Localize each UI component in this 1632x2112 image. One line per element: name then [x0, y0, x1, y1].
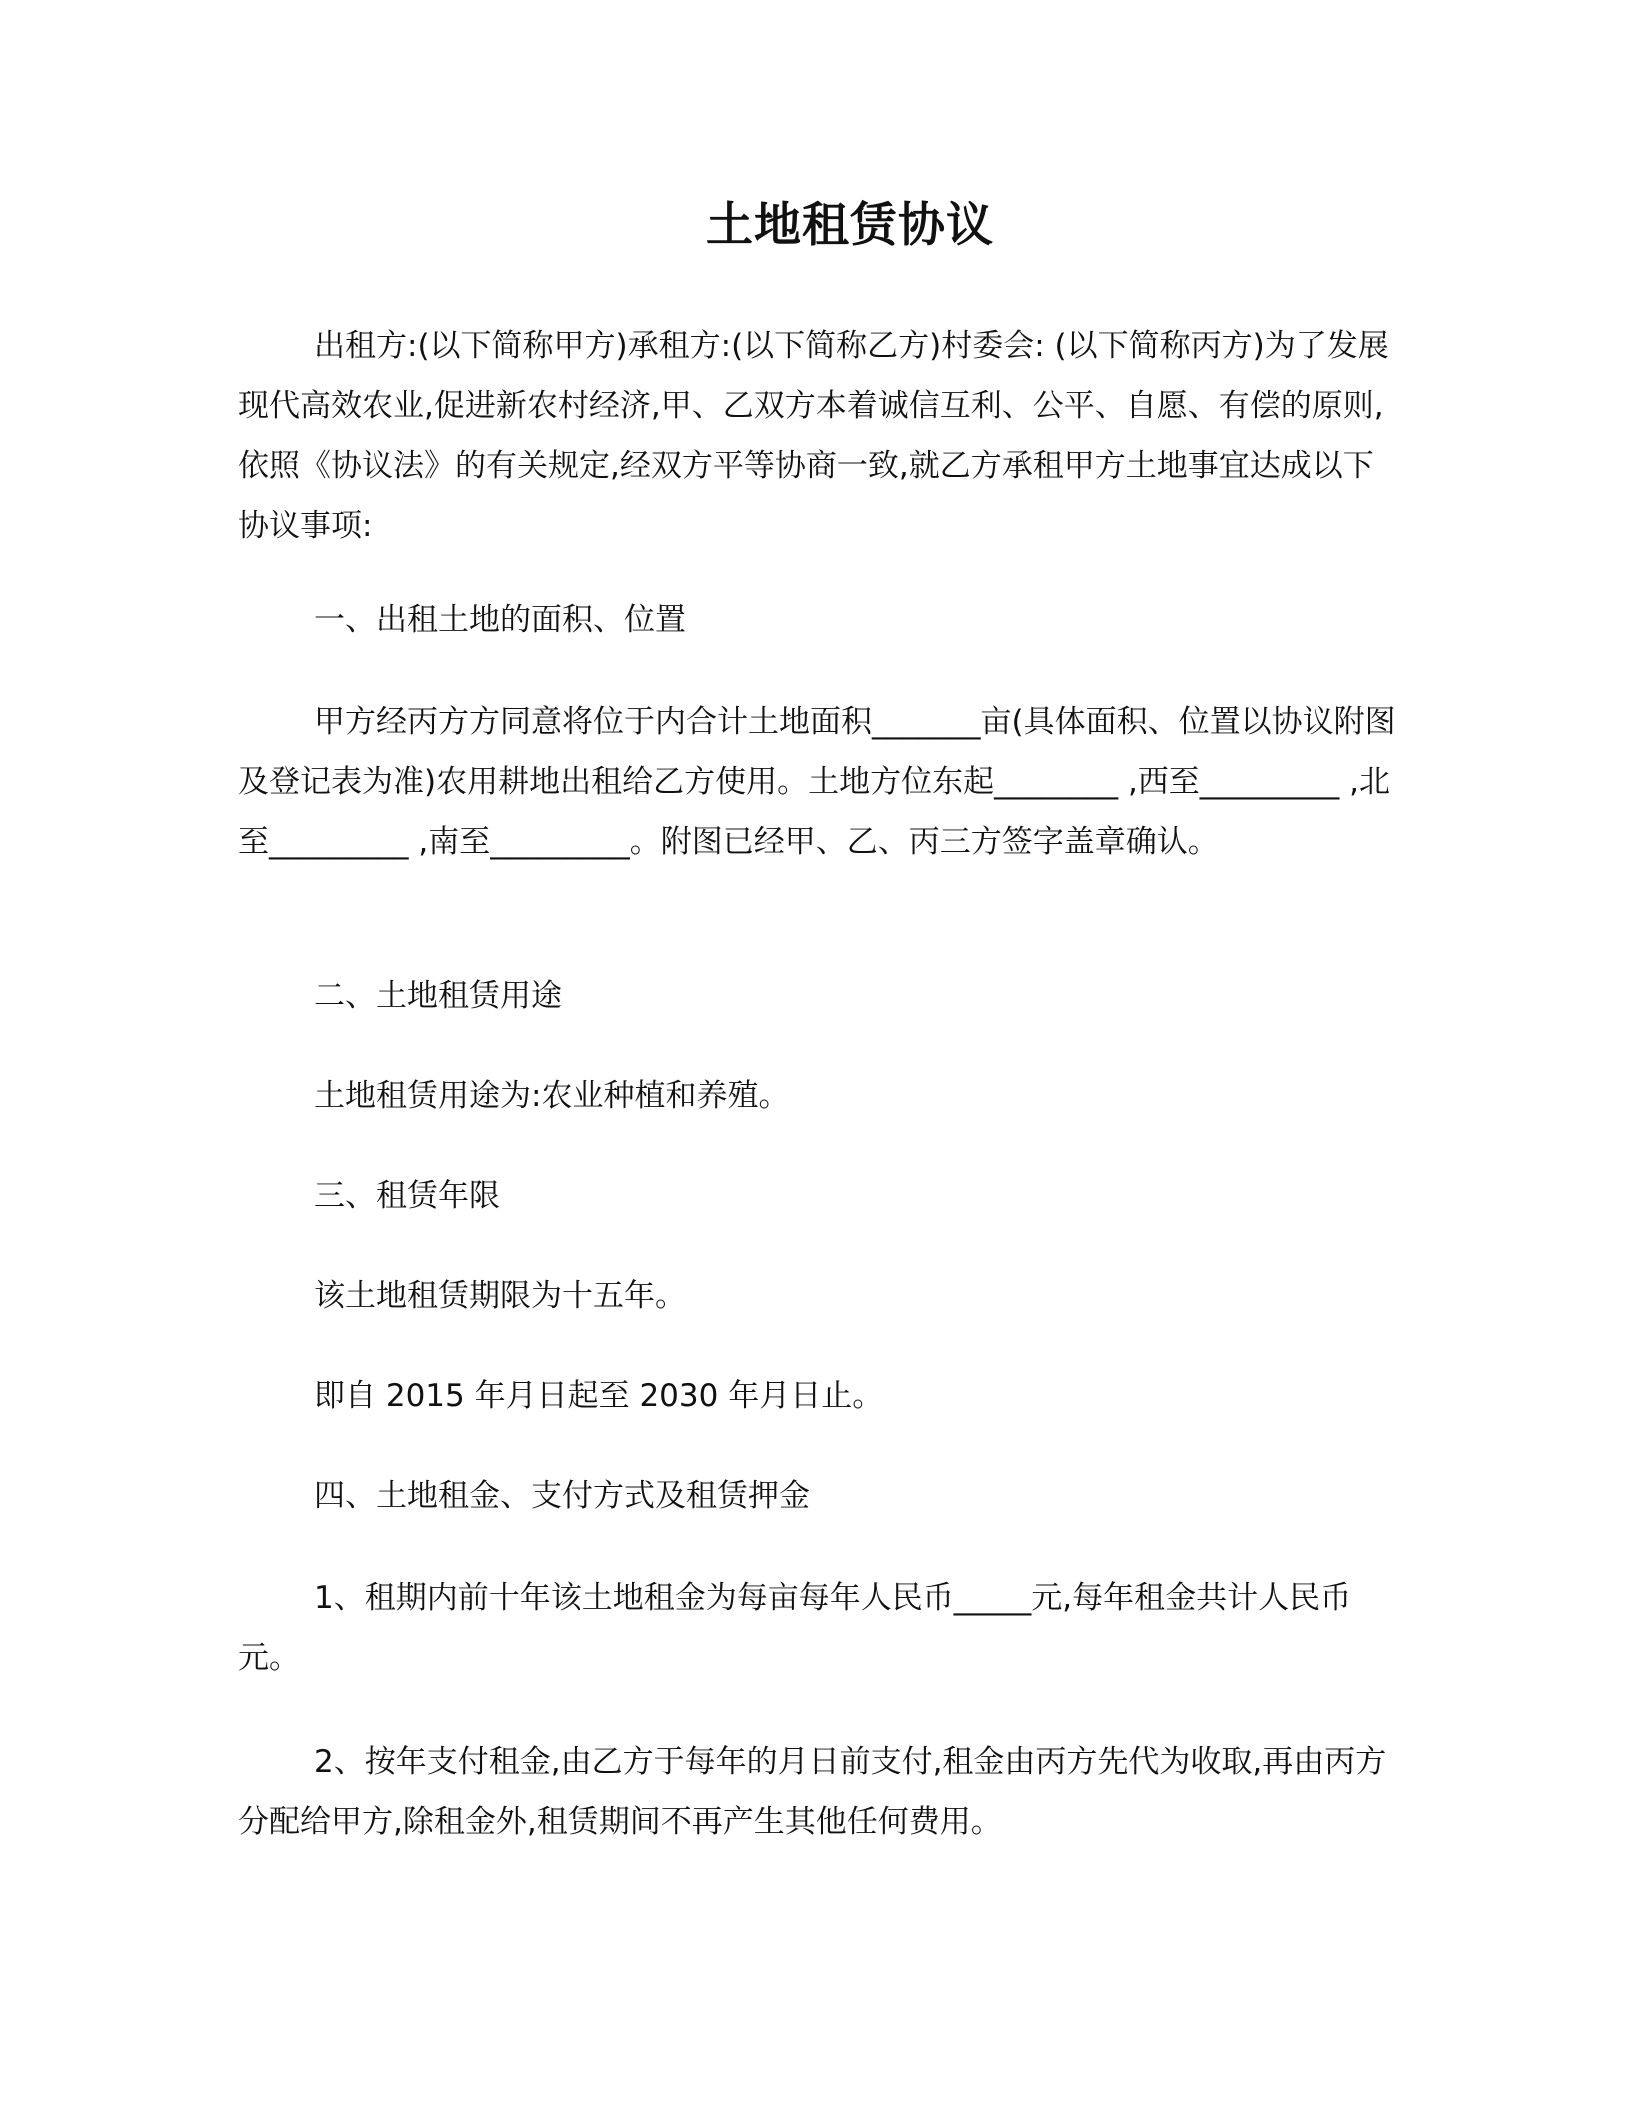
document-title: 土地租赁协议 — [706, 198, 994, 253]
paragraph-rent-amount: 1、租期内前十年该土地租金为每亩每年人民币_____元,每年租金共计人民币元。 — [238, 1580, 1352, 1676]
paragraph-land-area: 甲方经丙方方同意将位于内合计土地面积_______亩(具体面积、位置以协议附图及登记表为准)农用耕地出租给乙方使用。土地方位东起________ ,西至_________ ,北至_________ ,南至_________。附图已经甲、乙、丙三方签字盖章确认。 — [238, 704, 1396, 860]
section-heading-3: 三、租赁年限 — [314, 1178, 500, 1214]
section-heading-1: 一、出租土地的面积、位置 — [314, 602, 686, 638]
section-heading-4: 四、土地租金、支付方式及租赁押金 — [314, 1478, 810, 1514]
section-heading-2: 二、土地租赁用途 — [314, 978, 562, 1014]
paragraph-term-dates: 即自 2015 年月日起至 2030 年月日止。 — [314, 1378, 884, 1414]
paragraph-intro: 出租方:(以下简称甲方)承租方:(以下简称乙方)村委会: (以下简称丙方)为了发展现代高效农业,促进新农村经济,甲、乙双方本着诚信互利、公平、自愿、有偿的原则,依照《协议法》的有关规定,经双方平等协商一致,就乙方承租甲方土地事宜达成以下协议事项: — [238, 328, 1389, 544]
paragraph-payment-method: 2、按年支付租金,由乙方于每年的月日前支付,租金由丙方先代为收取,再由丙方分配给甲方,除租金外,租赁期间不再产生其他任何费用。 — [238, 1744, 1387, 1840]
paragraph-term: 该土地租赁期限为十五年。 — [314, 1278, 686, 1314]
paragraph-usage: 土地租赁用途为:农业种植和养殖。 — [314, 1078, 790, 1114]
